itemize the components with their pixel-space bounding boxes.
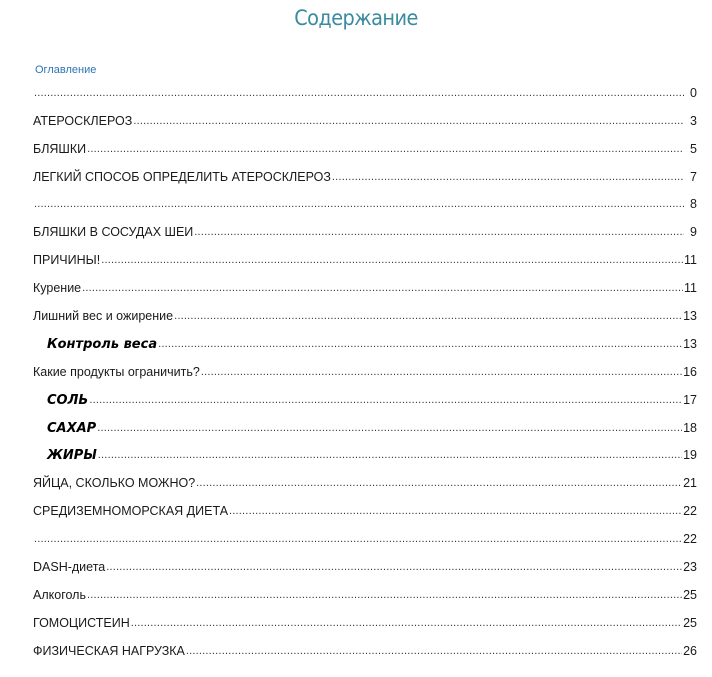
toc-dot-leader [133, 114, 684, 129]
toc-dot-leader [87, 588, 682, 603]
toc-page-number: 8 [690, 197, 697, 212]
toc-dot-leader [196, 476, 682, 491]
toc-entry-title[interactable]: ФИЗИЧЕСКАЯ НАГРУЗКА [33, 643, 185, 658]
toc-dot-leader [229, 504, 682, 519]
toc-page-number: 13 [683, 336, 697, 351]
toc-entry-title[interactable]: ЛЕГКИЙ СПОСОБ ОПРЕДЕЛИТЬ АТЕРОСКЛЕРОЗ [33, 169, 331, 184]
toc-entry[interactable] [33, 635, 697, 663]
toc-page-number: 7 [690, 169, 697, 184]
toc-dot-leader [106, 560, 682, 575]
toc-entry-title[interactable]: Контроль веса [47, 336, 158, 352]
toc-entry-title[interactable]: АТЕРОСКЛЕРОЗ [33, 113, 133, 128]
toc-page-number: 18 [683, 420, 697, 435]
toc-dot-leader [158, 337, 682, 352]
toc-entry[interactable] [33, 77, 697, 105]
toc-page-number: 11 [684, 253, 697, 268]
toc-page-number: 16 [683, 364, 697, 379]
toc-entry[interactable] [33, 105, 697, 133]
toc-entry-title[interactable]: ЯЙЦА, СКОЛЬКО МОЖНО? [33, 476, 196, 491]
toc-page-number: 26 [683, 643, 697, 658]
toc-entry[interactable] [33, 440, 697, 468]
toc-dot-leader [87, 142, 684, 157]
toc-entry[interactable] [33, 189, 697, 217]
toc-dot-leader [34, 86, 684, 101]
toc-entry[interactable] [33, 551, 697, 579]
table-of-contents [33, 77, 697, 663]
toc-entry-title[interactable]: Алкоголь [33, 587, 86, 602]
toc-dot-leader [34, 532, 682, 547]
toc-page-number: 19 [683, 448, 697, 463]
page-title: Содержание [294, 6, 418, 30]
toc-entry-title[interactable]: DASH-диета [33, 560, 106, 575]
toc-entry[interactable] [33, 161, 697, 189]
toc-entry-title[interactable]: ЖИРЫ [47, 448, 97, 464]
toc-entry[interactable] [33, 523, 697, 551]
toc-dot-leader [186, 644, 682, 659]
toc-entry[interactable] [33, 244, 697, 272]
toc-dot-leader [201, 365, 682, 380]
toc-entry-title[interactable]: БЛЯШКИ [33, 141, 87, 156]
toc-page-number: 17 [683, 392, 697, 407]
toc-page-number: 21 [683, 476, 697, 491]
toc-dot-leader [131, 616, 682, 631]
toc-dot-leader [97, 421, 682, 436]
toc-entry[interactable] [33, 384, 697, 412]
toc-entry-title[interactable]: БЛЯШКИ В СОСУДАХ ШЕИ [33, 225, 194, 240]
toc-entry[interactable] [33, 412, 697, 440]
toc-page-number: 22 [683, 504, 697, 519]
toc-dot-leader [89, 393, 682, 408]
toc-heading: Оглавление [35, 64, 97, 76]
toc-entry-title[interactable]: САХАР [47, 420, 97, 436]
toc-page-number: 13 [683, 309, 697, 324]
toc-dot-leader [332, 170, 684, 185]
toc-entry-title[interactable]: Курение [33, 281, 82, 296]
toc-dot-leader [194, 225, 684, 240]
toc-page-number: 23 [683, 560, 697, 575]
toc-entry[interactable] [33, 467, 697, 495]
toc-dot-leader [34, 197, 684, 212]
toc-entry-title[interactable]: ГОМОЦИСТЕИН [33, 615, 130, 630]
toc-page-number: 9 [690, 225, 697, 240]
toc-dot-leader [82, 281, 683, 296]
toc-dot-leader [174, 309, 682, 324]
toc-dot-leader [98, 448, 682, 463]
toc-page-number: 25 [683, 615, 697, 630]
toc-entry[interactable] [33, 300, 697, 328]
toc-page-number: 0 [690, 85, 697, 100]
toc-page-number: 3 [690, 113, 697, 128]
toc-entry[interactable] [33, 328, 697, 356]
toc-entry[interactable] [33, 356, 697, 384]
toc-entry[interactable] [33, 607, 697, 635]
toc-page-number: 11 [684, 281, 697, 296]
toc-entry[interactable] [33, 495, 697, 523]
toc-page-number: 5 [690, 141, 697, 156]
toc-entry[interactable] [33, 133, 697, 161]
toc-dot-leader [101, 253, 683, 268]
toc-entry[interactable] [33, 216, 697, 244]
toc-entry[interactable] [33, 579, 697, 607]
toc-page-number: 25 [683, 587, 697, 602]
toc-entry-title[interactable]: СРЕДИЗЕМНОМОРСКАЯ ДИЕТА [33, 504, 229, 519]
toc-entry-title[interactable]: Какие продукты ограничить? [33, 364, 200, 379]
toc-entry-title[interactable]: СОЛЬ [47, 392, 89, 408]
toc-entry-title[interactable]: ПРИЧИНЫ! [33, 253, 101, 268]
toc-entry-title[interactable]: Лишний вес и ожирение [33, 309, 174, 324]
toc-page-number: 22 [683, 532, 697, 547]
toc-entry[interactable] [33, 272, 697, 300]
